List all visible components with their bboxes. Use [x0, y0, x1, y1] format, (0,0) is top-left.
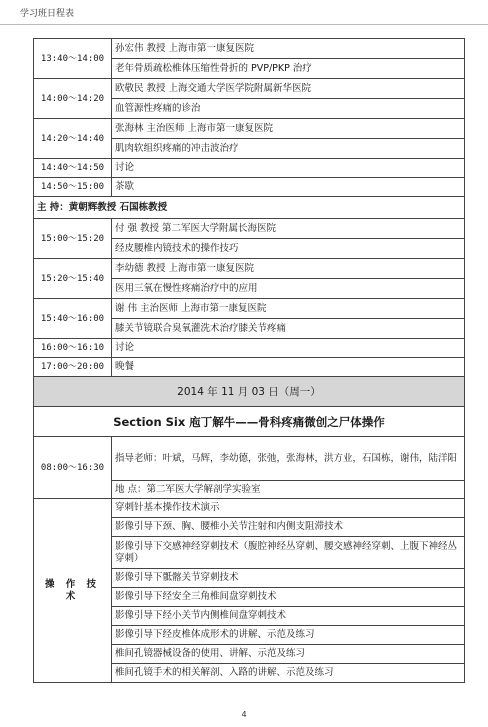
- section-title: Section Six 庖丁解牛——骨科疼痛微创之尸体操作: [34, 407, 465, 437]
- speaker-cell: 张海林 主治医师 上海市第一康复医院: [112, 119, 465, 139]
- table-row: [34, 159, 465, 178]
- time-cell: 17:00～20:00: [34, 358, 112, 377]
- topic-cell: 膝关节镜联合臭氧灌洗术治疗膝关节疼痛: [112, 319, 465, 339]
- activity-cell: 晚餐: [112, 358, 465, 377]
- topic-cell: 经皮腰椎内镜技术的操作技巧: [112, 239, 465, 259]
- technique-item: 影像引导下经小关节内侧椎间盘穿刺技术: [112, 607, 465, 626]
- table-row: [34, 339, 465, 358]
- instructors-cell: 指导老师：叶斌，马辉，李幼德，张弛，张海林，洪方业，石国栋，谢伟，陆洋阳: [112, 437, 465, 481]
- technique-item: 椎间孔镜器械设备的使用、讲解、示范及练习: [112, 645, 465, 664]
- location-cell: 地 点：第二军医大学解剖学实验室: [112, 481, 465, 499]
- technique-item: 影像引导下经皮椎体成形术的讲解、示范及练习: [112, 626, 465, 645]
- time-cell: 15:20～15:40: [34, 259, 112, 299]
- date-row: [34, 377, 465, 407]
- technique-item: 影像引导下骶髂关节穿刺技术: [112, 569, 465, 588]
- running-header: 学习班日程表: [20, 9, 75, 19]
- speaker-cell: 李幼德 教授 上海市第一康复医院: [112, 259, 465, 279]
- time-cell: 14:40～14:50: [34, 159, 112, 178]
- technique-item: 影像引导下交感神经穿刺技术（腹腔神经丛穿刺、腰交感神经穿刺、上腹下神经丛穿刺）: [112, 537, 465, 569]
- activity-cell: 讨论: [112, 339, 465, 358]
- speaker-cell: 孙宏伟 教授 上海市第一康复医院: [112, 39, 465, 59]
- host-cell: 主 持：黄朝辉教授 石国栋教授: [34, 197, 465, 219]
- table-row: [34, 358, 465, 377]
- table-row: [34, 178, 465, 197]
- time-cell: 08:00～16:30: [34, 437, 112, 499]
- time-cell: 14:50～15:00: [34, 178, 112, 197]
- speaker-cell: 欧敬民 教授 上海交通大学医学院附属新华医院: [112, 79, 465, 99]
- time-cell: 15:00～15:20: [34, 219, 112, 259]
- time-cell: 15:40～16:00: [34, 299, 112, 339]
- topic-cell: 医用三氧在慢性疼痛治疗中的应用: [112, 279, 465, 299]
- topic-cell: 老年骨质疏松椎体压缩性骨折的 PVP/PKP 治疗: [112, 59, 465, 79]
- techniques-label: 操 作 技 术: [34, 499, 112, 683]
- time-cell: 16:00～16:10: [34, 339, 112, 358]
- time-cell: 14:20～14:40: [34, 119, 112, 159]
- technique-item: 椎间孔镜手术的相关解剖、入路的讲解、示范及练习: [112, 664, 465, 683]
- date-cell: 2014 年 11 月 03 日（周一）: [34, 377, 465, 407]
- technique-item: 穿刺针基本操作技术演示: [112, 499, 465, 518]
- technique-item: 影像引导下经安全三角椎间盘穿刺技术: [112, 588, 465, 607]
- topic-cell: 肌肉软组织疼痛的冲击波治疗: [112, 139, 465, 159]
- technique-item: 影像引导下颈、胸、腰椎小关节注射和内侧支阻滞技术: [112, 518, 465, 537]
- time-cell: 13:40～14:00: [34, 39, 112, 79]
- header-rule: [0, 24, 488, 25]
- speaker-cell: 付 强 教授 第二军医大学附属长海医院: [112, 219, 465, 239]
- activity-cell: 茶歇: [112, 178, 465, 197]
- table-row: [34, 299, 465, 319]
- schedule-table: [33, 38, 465, 683]
- technique-row: [34, 499, 465, 518]
- time-cell: 14:00～14:20: [34, 79, 112, 119]
- table-row: [34, 219, 465, 239]
- table-row: [34, 39, 465, 59]
- table-row: [34, 119, 465, 139]
- host-row: [34, 197, 465, 219]
- topic-cell: 血管源性疼痛的诊治: [112, 99, 465, 119]
- table-row: [34, 79, 465, 99]
- section-row: [34, 407, 465, 437]
- page-number: 4: [241, 710, 247, 719]
- session-row: [34, 437, 465, 481]
- table-row: [34, 259, 465, 279]
- speaker-cell: 谢 伟 主治医师 上海市第一康复医院: [112, 299, 465, 319]
- activity-cell: 讨论: [112, 159, 465, 178]
